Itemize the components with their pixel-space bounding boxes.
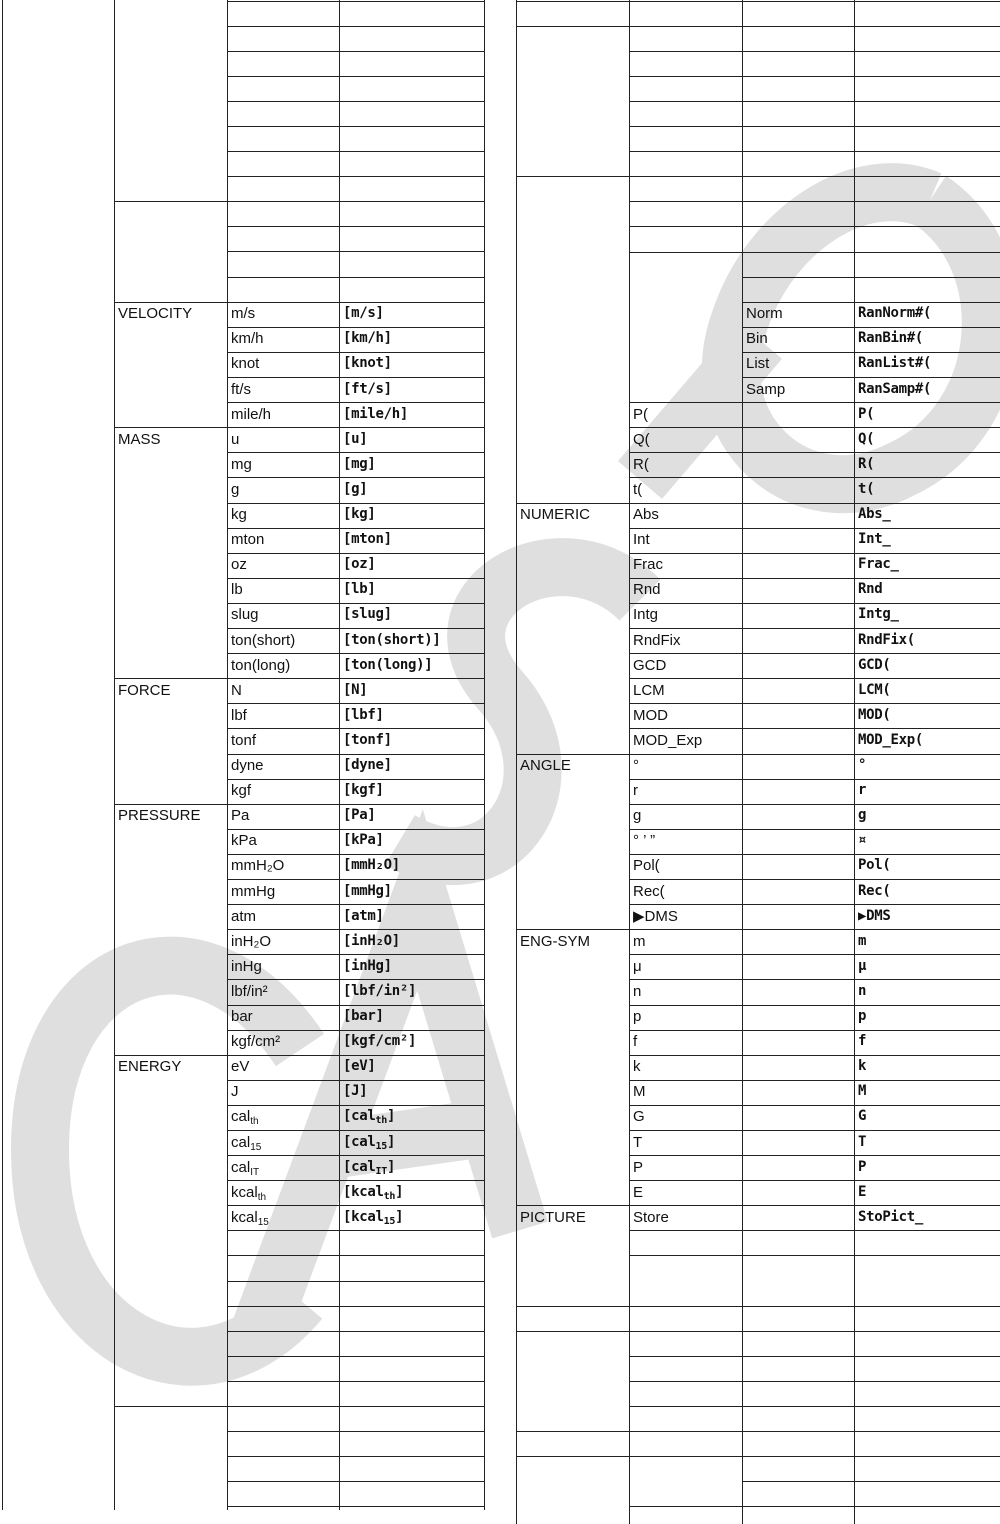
unit-name: kg [231, 506, 247, 523]
function-command: Int_ [858, 531, 891, 547]
function-item: Int [633, 531, 650, 548]
random-command: RanBin#( [858, 330, 924, 346]
row-divider [629, 76, 1000, 77]
unit-command: [lbf] [343, 707, 384, 723]
function-command: E [858, 1184, 867, 1200]
function-command: ° [858, 757, 867, 773]
function-item: LCM [633, 682, 665, 699]
function-item: ▶DMS [633, 908, 678, 925]
row-divider [629, 804, 1000, 805]
row-divider [629, 528, 1000, 529]
unit-command: [tonf] [343, 732, 392, 748]
function-item: M [633, 1083, 646, 1100]
function-item: MOD_Exp [633, 732, 703, 749]
category-label: PRESSURE [118, 807, 201, 824]
function-command: k [858, 1058, 867, 1074]
row-divider [629, 1155, 1000, 1156]
row-divider [629, 1406, 1000, 1407]
function-item: ° ’ ” [633, 832, 656, 849]
function-command: ▶DMS [858, 908, 891, 924]
function-item: Rnd [633, 581, 661, 598]
function-item: RndFix [633, 632, 681, 649]
unit-name: mton [231, 531, 265, 548]
function-command: Abs_ [858, 506, 891, 522]
row-divider [629, 252, 1000, 253]
function-item: r [633, 782, 638, 799]
unit-command: [ft/s] [343, 381, 392, 397]
unit-command: [mton] [343, 531, 392, 547]
row-divider [629, 1230, 1000, 1231]
function-item: Pol( [633, 857, 660, 874]
category-label: ANGLE [520, 757, 571, 774]
function-item: Abs [633, 506, 659, 523]
function-command: Frac_ [858, 556, 899, 572]
unit-name: kgf/cm² [231, 1033, 281, 1050]
unit-command: [cal$_{th}$] [343, 1108, 396, 1126]
probability-item: P( [633, 406, 648, 423]
unit-name: cal$_{th}$ [231, 1108, 259, 1127]
function-command: GCD( [858, 657, 891, 673]
function-item: G [633, 1108, 645, 1125]
row-divider [629, 954, 1000, 955]
unit-name: atm [231, 908, 257, 925]
row-divider [629, 427, 1000, 428]
unit-command: [km/h] [343, 330, 392, 346]
function-command: StoPict_ [858, 1209, 924, 1225]
row-divider [629, 1180, 1000, 1181]
function-item: T [633, 1134, 643, 1151]
row-divider [516, 1431, 1000, 1432]
probability-item: t( [633, 481, 643, 498]
category-column-divider [516, 0, 517, 1524]
row-divider [629, 553, 1000, 554]
unit-name: mmHg [231, 883, 276, 900]
function-item: μ [633, 958, 642, 975]
function-item: p [633, 1008, 642, 1025]
unit-name: m/s [231, 305, 256, 322]
unit-command: [slug] [343, 606, 392, 622]
function-command: ¤ [858, 832, 867, 848]
unit-command: [atm] [343, 908, 384, 924]
sub-column-divider [742, 0, 743, 1524]
unit-name: inHg [231, 958, 262, 975]
random-sub-item: Norm [746, 305, 783, 322]
function-item: Frac [633, 556, 663, 573]
unit-command: [inH₂O] [343, 933, 400, 949]
function-command: f [858, 1033, 867, 1049]
item-column-divider [629, 0, 630, 1524]
function-command: T [858, 1134, 867, 1150]
function-command: MOD( [858, 707, 891, 723]
row-divider [629, 578, 1000, 579]
unit-command: [mmHg] [343, 883, 392, 899]
unit-command: [kcal$_{th}$] [343, 1184, 404, 1202]
row-divider [629, 1080, 1000, 1081]
row-divider [629, 402, 1000, 403]
unit-name: kcal$_{th}$ [231, 1184, 267, 1203]
unit-command: [oz] [343, 556, 376, 572]
unit-command: [knot] [343, 355, 392, 371]
category-label: PICTURE [520, 1209, 586, 1226]
function-command: Rnd [858, 581, 883, 597]
unit-name: slug [231, 606, 259, 623]
unit-name: lb [231, 581, 243, 598]
row-divider [629, 1255, 1000, 1256]
category-label: ENERGY [118, 1058, 182, 1075]
group-divider [516, 754, 1000, 755]
row-divider [629, 678, 1000, 679]
row-divider [629, 151, 1000, 152]
unit-command: [bar] [343, 1008, 384, 1024]
function-command: μ [858, 958, 867, 974]
row-divider [742, 277, 1000, 278]
row-divider [629, 477, 1000, 478]
unit-command: [u] [343, 431, 368, 447]
unit-command: [mg] [343, 456, 376, 472]
unit-name: cal$_{IT}$ [231, 1159, 260, 1178]
command-column-divider [854, 0, 855, 1524]
row-divider [629, 829, 1000, 830]
unit-name: kgf [231, 782, 252, 799]
unit-name: dyne [231, 757, 264, 774]
unit-command: [cal$_{IT}$] [343, 1159, 396, 1177]
unit-name: J [231, 1083, 239, 1100]
unit-command: [J] [343, 1083, 368, 1099]
row-divider [629, 1005, 1000, 1006]
function-item: Store [633, 1209, 669, 1226]
function-item: g [633, 807, 642, 824]
unit-command: [g] [343, 481, 368, 497]
unit-name: mg [231, 456, 252, 473]
row-divider [629, 904, 1000, 905]
function-item: GCD [633, 657, 667, 674]
function-command: r [858, 782, 867, 798]
function-command: m [858, 933, 867, 949]
row-divider [516, 1331, 1000, 1332]
random-sub-item: List [746, 355, 770, 372]
unit-name: u [231, 431, 240, 448]
probability-command: Q( [858, 431, 875, 447]
function-item: n [633, 983, 642, 1000]
random-command: RanList#( [858, 355, 932, 371]
group-divider [516, 1205, 1000, 1206]
unit-command: [lb] [343, 581, 376, 597]
unit-name: km/h [231, 330, 264, 347]
function-item: E [633, 1184, 644, 1201]
random-sub-item: Samp [746, 381, 786, 398]
unit-name: knot [231, 355, 260, 372]
row-divider [629, 879, 1000, 880]
unit-command: [mmH₂O] [343, 857, 400, 873]
function-command: n [858, 983, 867, 999]
probability-item: R( [633, 456, 649, 473]
unit-name: N [231, 682, 242, 699]
unit-name: g [231, 481, 240, 498]
unit-command: [mile/h] [343, 406, 409, 422]
category-label: ENG-SYM [520, 933, 591, 950]
unit-command: [ton(short)] [343, 632, 441, 648]
random-sub-item: Bin [746, 330, 768, 347]
function-command: RndFix( [858, 632, 915, 648]
function-item: k [633, 1058, 641, 1075]
unit-command: [dyne] [343, 757, 392, 773]
unit-command: [cal$_{15}$] [343, 1134, 396, 1152]
probability-command: t( [858, 481, 875, 497]
row-divider [629, 51, 1000, 52]
unit-command: [kg] [343, 506, 376, 522]
unit-command: [eV] [343, 1058, 376, 1074]
category-label: MASS [118, 431, 161, 448]
row-divider [516, 1456, 1000, 1457]
row-divider [629, 653, 1000, 654]
unit-command: [ton(long)] [343, 657, 433, 673]
unit-name: mmH₂O [231, 857, 285, 874]
unit-command: [kgf] [343, 782, 384, 798]
function-command: Pol( [858, 857, 891, 873]
row-divider [629, 452, 1000, 453]
unit-command: [lbf/in²] [343, 983, 417, 999]
row-divider [629, 126, 1000, 127]
row-divider [629, 1356, 1000, 1357]
row-divider [629, 1130, 1000, 1131]
row-divider [629, 1506, 1000, 1507]
row-divider [629, 1055, 1000, 1056]
probability-command: R( [858, 456, 875, 472]
function-command: g [858, 807, 867, 823]
unit-name: mile/h [231, 406, 272, 423]
category-label: NUMERIC [520, 506, 590, 523]
unit-command: [m/s] [343, 305, 384, 321]
probability-command: P( [858, 406, 875, 422]
unit-name: ft/s [231, 381, 252, 398]
unit-command: [Pa] [343, 807, 376, 823]
row-divider [629, 628, 1000, 629]
row-divider [629, 979, 1000, 980]
row-divider [516, 176, 1000, 177]
unit-name: tonf [231, 732, 257, 749]
unit-name: lbf/in² [231, 983, 268, 1000]
unit-name: bar [231, 1008, 253, 1025]
function-item: ° [633, 757, 639, 774]
random-command: RanSamp#( [858, 381, 932, 397]
probability-item: Q( [633, 431, 650, 448]
unit-name: oz [231, 556, 247, 573]
function-item: Rec( [633, 883, 665, 900]
row-divider [629, 854, 1000, 855]
row-divider [629, 101, 1000, 102]
row-divider [629, 1105, 1000, 1106]
function-command: M [858, 1083, 867, 1099]
unit-name: kcal$_{15}$ [231, 1209, 269, 1228]
function-item: Intg [633, 606, 659, 623]
row-divider [629, 703, 1000, 704]
function-command: Intg_ [858, 606, 899, 622]
function-item: MOD [633, 707, 668, 724]
row-divider [629, 779, 1000, 780]
unit-name: inH₂O [231, 933, 271, 950]
unit-name: kPa [231, 832, 257, 849]
row-divider [516, 26, 1000, 27]
unit-command: [kPa] [343, 832, 384, 848]
row-divider [629, 201, 1000, 202]
unit-name: lbf [231, 707, 247, 724]
unit-command: [N] [343, 682, 368, 698]
function-item: m [633, 933, 646, 950]
function-command: G [858, 1108, 867, 1124]
function-item: P [633, 1159, 644, 1176]
row-divider [629, 1030, 1000, 1031]
random-command: RanNorm#( [858, 305, 932, 321]
function-command: P [858, 1159, 867, 1175]
unit-command: [kgf/cm²] [343, 1033, 417, 1049]
unit-name: ton(long) [231, 657, 291, 674]
row-divider [516, 1, 1000, 2]
function-command: p [858, 1008, 867, 1024]
row-divider [742, 1481, 1000, 1482]
function-command: LCM( [858, 682, 891, 698]
function-item: f [633, 1033, 638, 1050]
row-divider [516, 1306, 1000, 1307]
function-command: Rec( [858, 883, 891, 899]
unit-name: eV [231, 1058, 250, 1075]
row-divider [629, 226, 1000, 227]
row-divider [629, 603, 1000, 604]
unit-name: cal$_{15}$ [231, 1134, 262, 1153]
function-command: MOD_Exp( [858, 732, 924, 748]
category-label: VELOCITY [118, 305, 193, 322]
unit-name: ton(short) [231, 632, 296, 649]
unit-command: [inHg] [343, 958, 392, 974]
unit-command: [kcal$_{15}$] [343, 1209, 404, 1227]
unit-name: Pa [231, 807, 250, 824]
category-label: FORCE [118, 682, 171, 699]
row-divider [629, 1381, 1000, 1382]
